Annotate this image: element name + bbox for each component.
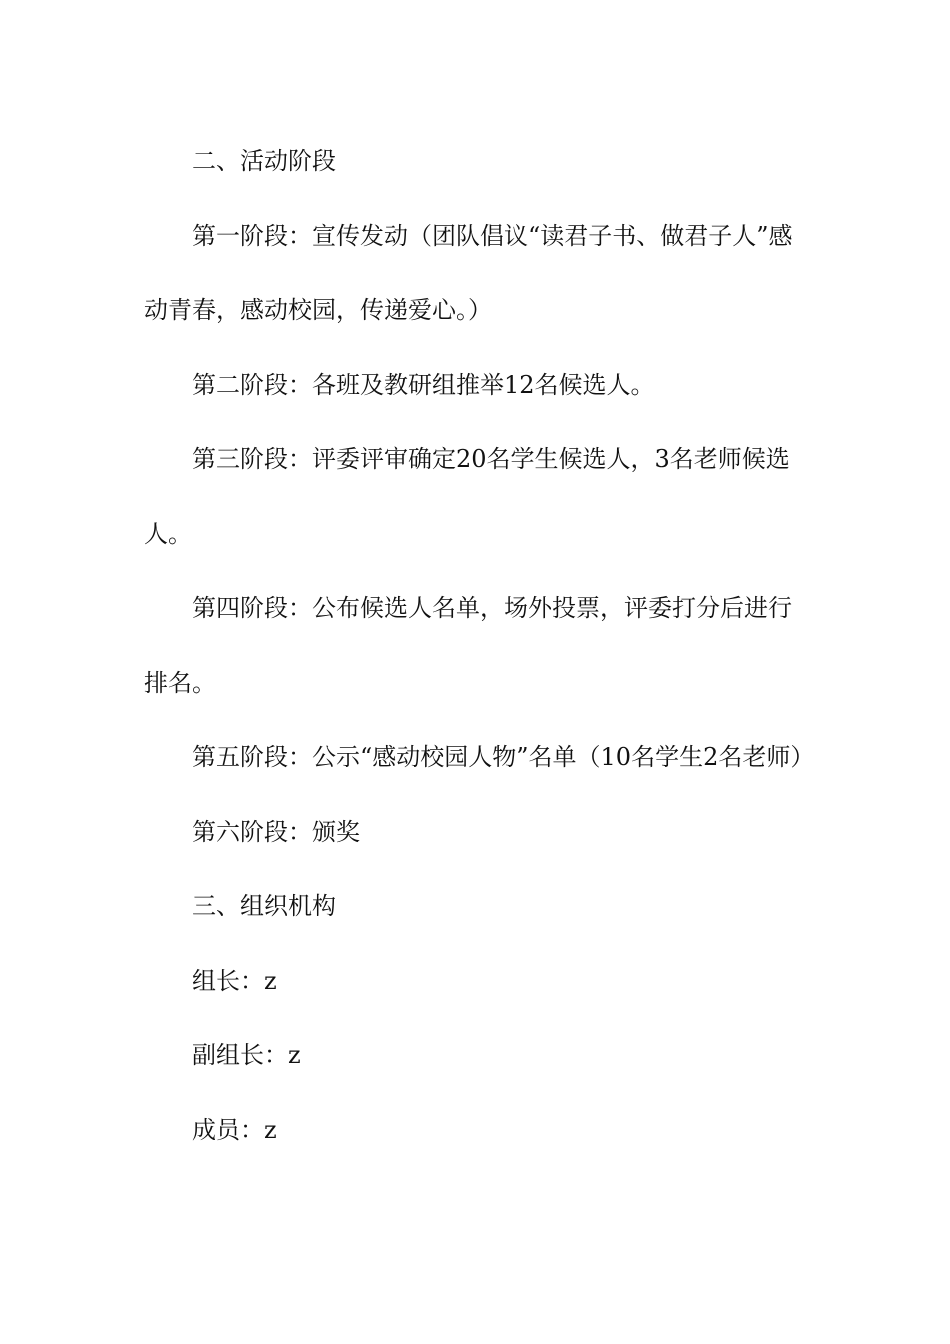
- deputy-leader-line: 副组长：z: [192, 1041, 301, 1069]
- group-leader-line: 组长：z: [192, 966, 277, 995]
- stage-four-paragraph: 第四阶段：公布候选人名单，场外投票，评委打分后进行排名。: [144, 594, 792, 697]
- section-heading-activity-stages: 二、活动阶段: [192, 147, 336, 175]
- stage-six-paragraph: 第六阶段：颁奖: [192, 817, 360, 846]
- stage-five-paragraph: 第五阶段：公示“感动校园人物”名单（10名学生2名老师）: [192, 743, 815, 771]
- members-line: 成员：z: [192, 1115, 277, 1144]
- document-body: [144, 124, 815, 1167]
- section-heading-organization: 三、组织机构: [192, 892, 336, 920]
- stage-one-paragraph: 第一阶段：宣传发动（团队倡议“读君子书、做君子人”感动青春，感动校园，传递爱心。）: [144, 221, 793, 324]
- stage-two-paragraph: 第二阶段：各班及教研组推举12名候选人。: [192, 370, 655, 399]
- stage-three-paragraph: 第三阶段：评委评审确定20名学生候选人，3名老师候选人。: [144, 445, 790, 548]
